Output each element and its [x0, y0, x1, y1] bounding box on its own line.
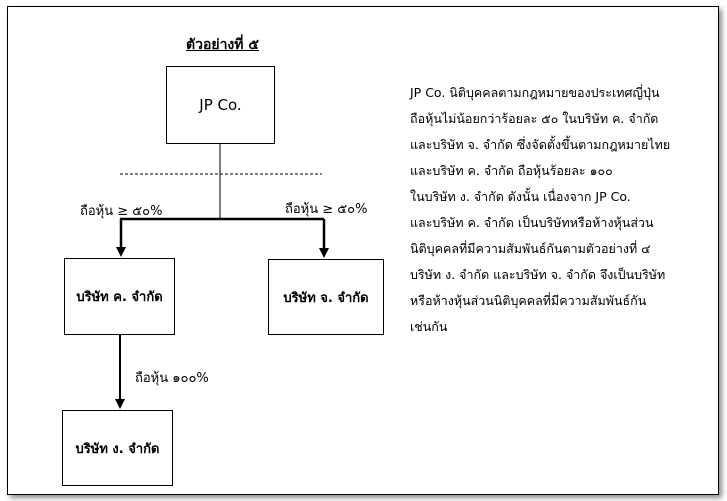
description-line: นิติบุคคลที่มีความสัมพันธ์กันตามตัวอย่างที่ ๔: [410, 241, 651, 256]
description-line: และบริษัท ค. จำกัด เป็นบริษัทหรือห้างหุ้นส่วน: [410, 215, 654, 230]
edge-label-jp-to-k: ถือหุ้น ≥ ๕๐%: [80, 204, 163, 219]
description-line: และบริษัท จ. จำกัด ซึ่งจัดตั้งขึ้นตามกฎหมายไทย: [410, 137, 671, 152]
node-company-j-label: บริษัท จ. จำกัด: [283, 290, 369, 306]
example-title: ตัวอย่างที่ ๕: [186, 37, 259, 53]
node-company-k-label: บริษัท ค. จำกัด: [76, 290, 163, 305]
description-paragraph: [410, 80, 710, 340]
node-company-k: [64, 258, 175, 335]
edge-label-jp-to-j: ถือหุ้น ≥ ๕๐%: [285, 202, 368, 217]
description-line: เช่นกัน: [410, 319, 448, 334]
edge-label-k-to-ng: ถือหุ้น ๑๐๐%: [135, 371, 209, 386]
description-line: ถือหุ้นไม่น้อยกว่าร้อยละ ๕๐ ในบริษัท ค. จำกัด: [410, 111, 659, 126]
node-company-ng-label: บริษัท ง. จำกัด: [75, 441, 160, 457]
node-jp-co-label: JP Co.: [199, 96, 242, 114]
node-company-ng: [62, 410, 173, 486]
description-line: และบริษัท ค. จำกัด ถือหุ้นร้อยละ ๑๐๐: [410, 163, 613, 178]
description-line: บริษัท ง. จำกัด และบริษัท จ. จำกัด จึงเป็นบริษัท: [410, 267, 666, 282]
description-line: ในบริษัท ง. จำกัด ดังนั้น เนื่องจาก JP Co.: [410, 189, 631, 204]
description-line: หรือห้างหุ้นส่วนนิติบุคคลที่มีความสัมพันธ์กัน: [410, 293, 647, 308]
node-company-j: [268, 259, 384, 335]
description-line: JP Co. นิติบุคคลตามกฎหมายของประเทศญี่ปุ่น: [410, 85, 660, 100]
node-jp-co: [166, 66, 275, 144]
